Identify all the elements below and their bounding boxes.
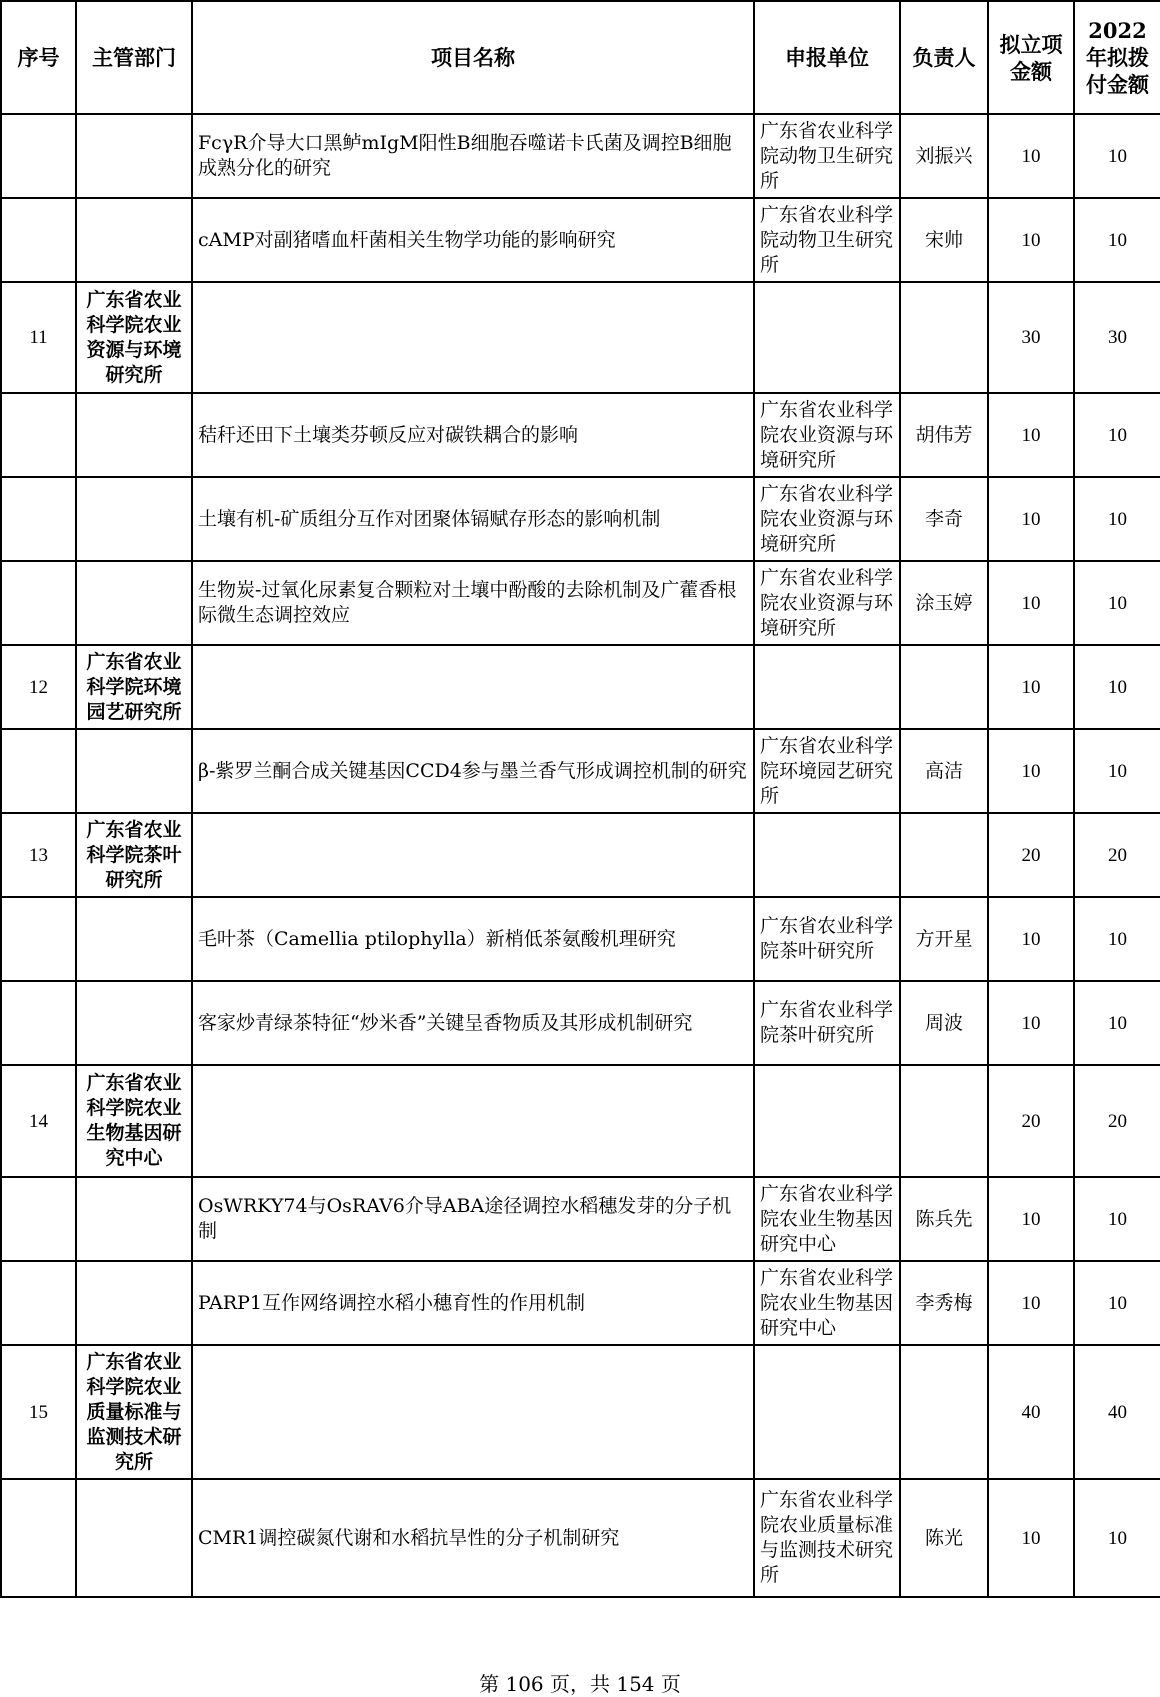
cell-pay: 10 [1074, 897, 1160, 981]
cell-amount: 10 [988, 645, 1074, 729]
cell-dept [76, 561, 192, 645]
cell-unit: 广东省农业科学院农业资源与环境研究所 [754, 561, 900, 645]
table-row [1, 1177, 1160, 1261]
cell-seq: 14 [1, 1065, 76, 1177]
cell-unit [754, 1345, 900, 1479]
cell-unit: 广东省农业科学院茶叶研究所 [754, 981, 900, 1065]
cell-dept [76, 198, 192, 282]
cell-pay: 10 [1074, 729, 1160, 813]
cell-seq [1, 198, 76, 282]
table-row [1, 561, 1160, 645]
cell-project [192, 282, 754, 393]
page-footer: 第 106 页，共 154 页 [479, 1672, 681, 1696]
table-row [1, 897, 1160, 981]
table-row [1, 1479, 1160, 1597]
cell-project: 生物炭-过氧化尿素复合颗粒对土壤中酚酸的去除机制及广藿香根际微生态调控效应 [192, 561, 754, 645]
table-body [1, 114, 1160, 1597]
cell-project: cAMP对副猪嗜血杆菌相关生物学功能的影响研究 [192, 198, 754, 282]
cell-amount: 10 [988, 981, 1074, 1065]
cell-leader: 方开星 [900, 897, 988, 981]
cell-seq: 11 [1, 282, 76, 393]
table-row [1, 645, 1160, 729]
table-row [1, 393, 1160, 477]
cell-dept: 广东省农业科学院农业生物基因研究中心 [76, 1065, 192, 1177]
cell-dept [76, 897, 192, 981]
cell-dept: 广东省农业科学院农业资源与环境研究所 [76, 282, 192, 393]
cell-leader: 刘振兴 [900, 114, 988, 198]
cell-dept [76, 477, 192, 561]
cell-seq: 13 [1, 813, 76, 897]
cell-amount: 20 [988, 1065, 1074, 1177]
cell-pay: 10 [1074, 561, 1160, 645]
cell-seq [1, 1261, 76, 1345]
cell-amount: 10 [988, 897, 1074, 981]
cell-unit: 广东省农业科学院动物卫生研究所 [754, 114, 900, 198]
cell-amount: 10 [988, 477, 1074, 561]
cell-project: β-紫罗兰酮合成关键基因CCD4参与墨兰香气形成调控机制的研究 [192, 729, 754, 813]
cell-dept [76, 729, 192, 813]
cell-unit [754, 1065, 900, 1177]
cell-amount: 20 [988, 813, 1074, 897]
cell-seq [1, 477, 76, 561]
header-pay: 2022年拟拨付金额 [1074, 1, 1160, 114]
cell-amount: 10 [988, 198, 1074, 282]
header-project: 项目名称 [192, 1, 754, 114]
cell-pay: 10 [1074, 981, 1160, 1065]
cell-leader [900, 645, 988, 729]
cell-unit: 广东省农业科学院农业生物基因研究中心 [754, 1177, 900, 1261]
cell-leader: 宋帅 [900, 198, 988, 282]
header-seq: 序号 [1, 1, 76, 114]
cell-pay: 10 [1074, 1261, 1160, 1345]
cell-project: OsWRKY74与OsRAV6介导ABA途径调控水稻穗发芽的分子机制 [192, 1177, 754, 1261]
cell-amount: 10 [988, 393, 1074, 477]
table-row [1, 114, 1160, 198]
cell-pay: 20 [1074, 813, 1160, 897]
cell-pay: 10 [1074, 393, 1160, 477]
header-leader: 负责人 [900, 1, 988, 114]
header-row [1, 1, 1160, 114]
table-row [1, 477, 1160, 561]
cell-leader: 李秀梅 [900, 1261, 988, 1345]
cell-amount: 10 [988, 114, 1074, 198]
cell-pay: 10 [1074, 114, 1160, 198]
cell-unit: 广东省农业科学院农业资源与环境研究所 [754, 393, 900, 477]
cell-unit: 广东省农业科学院茶叶研究所 [754, 897, 900, 981]
cell-seq: 15 [1, 1345, 76, 1479]
cell-dept [76, 1177, 192, 1261]
cell-pay: 30 [1074, 282, 1160, 393]
table-row [1, 729, 1160, 813]
cell-pay: 20 [1074, 1065, 1160, 1177]
cell-dept [76, 114, 192, 198]
cell-amount: 40 [988, 1345, 1074, 1479]
table-row [1, 282, 1160, 393]
cell-amount: 10 [988, 729, 1074, 813]
header-amount: 拟立项金额 [988, 1, 1074, 114]
cell-project [192, 645, 754, 729]
cell-leader: 陈光 [900, 1479, 988, 1597]
cell-unit: 广东省农业科学院农业质量标准与监测技术研究所 [754, 1479, 900, 1597]
cell-unit [754, 282, 900, 393]
cell-seq [1, 561, 76, 645]
cell-amount: 10 [988, 1479, 1074, 1597]
cell-seq: 12 [1, 645, 76, 729]
cell-dept: 广东省农业科学院农业质量标准与监测技术研究所 [76, 1345, 192, 1479]
cell-unit: 广东省农业科学院农业资源与环境研究所 [754, 477, 900, 561]
cell-project: 客家炒青绿茶特征“炒米香”关键呈香物质及其形成机制研究 [192, 981, 754, 1065]
cell-leader: 李奇 [900, 477, 988, 561]
cell-unit: 广东省农业科学院动物卫生研究所 [754, 198, 900, 282]
cell-seq [1, 729, 76, 813]
table-row [1, 813, 1160, 897]
cell-pay: 10 [1074, 477, 1160, 561]
cell-project: FcγR介导大口黑鲈mIgM阳性B细胞吞噬诺卡氏菌及调控B细胞成熟分化的研究 [192, 114, 754, 198]
cell-pay: 10 [1074, 1479, 1160, 1597]
cell-seq [1, 1177, 76, 1261]
cell-amount: 10 [988, 1261, 1074, 1345]
cell-dept [76, 1479, 192, 1597]
cell-project: 毛叶茶（Camellia ptilophylla）新梢低茶氨酸机理研究 [192, 897, 754, 981]
table-row [1, 981, 1160, 1065]
cell-unit: 广东省农业科学院环境园艺研究所 [754, 729, 900, 813]
cell-project: 土壤有机-矿质组分互作对团聚体镉赋存形态的影响机制 [192, 477, 754, 561]
cell-dept: 广东省农业科学院茶叶研究所 [76, 813, 192, 897]
table-row [1, 198, 1160, 282]
cell-pay: 40 [1074, 1345, 1160, 1479]
cell-project [192, 813, 754, 897]
table-row [1, 1065, 1160, 1177]
cell-seq [1, 114, 76, 198]
cell-leader [900, 1345, 988, 1479]
cell-leader: 陈兵先 [900, 1177, 988, 1261]
header-dept: 主管部门 [76, 1, 192, 114]
cell-project [192, 1345, 754, 1479]
cell-seq [1, 981, 76, 1065]
header-unit: 申报单位 [754, 1, 900, 114]
cell-unit: 广东省农业科学院农业生物基因研究中心 [754, 1261, 900, 1345]
cell-project: 秸秆还田下土壤类芬顿反应对碳铁耦合的影响 [192, 393, 754, 477]
cell-dept [76, 393, 192, 477]
cell-leader [900, 813, 988, 897]
cell-unit [754, 813, 900, 897]
table-row [1, 1261, 1160, 1345]
cell-leader: 高洁 [900, 729, 988, 813]
cell-leader [900, 282, 988, 393]
cell-project: PARP1互作网络调控水稻小穗育性的作用机制 [192, 1261, 754, 1345]
cell-dept [76, 1261, 192, 1345]
cell-dept: 广东省农业科学院环境园艺研究所 [76, 645, 192, 729]
cell-seq [1, 897, 76, 981]
cell-pay: 10 [1074, 198, 1160, 282]
cell-unit [754, 645, 900, 729]
cell-leader [900, 1065, 988, 1177]
cell-seq [1, 1479, 76, 1597]
cell-leader: 胡伟芳 [900, 393, 988, 477]
table-row [1, 1345, 1160, 1479]
cell-amount: 30 [988, 282, 1074, 393]
cell-pay: 10 [1074, 1177, 1160, 1261]
cell-leader: 周波 [900, 981, 988, 1065]
cell-pay: 10 [1074, 645, 1160, 729]
cell-seq [1, 393, 76, 477]
cell-dept [76, 981, 192, 1065]
cell-amount: 10 [988, 561, 1074, 645]
cell-amount: 10 [988, 1177, 1074, 1261]
cell-project [192, 1065, 754, 1177]
cell-leader: 涂玉婷 [900, 561, 988, 645]
cell-project: CMR1调控碳氮代谢和水稻抗旱性的分子机制研究 [192, 1479, 754, 1597]
